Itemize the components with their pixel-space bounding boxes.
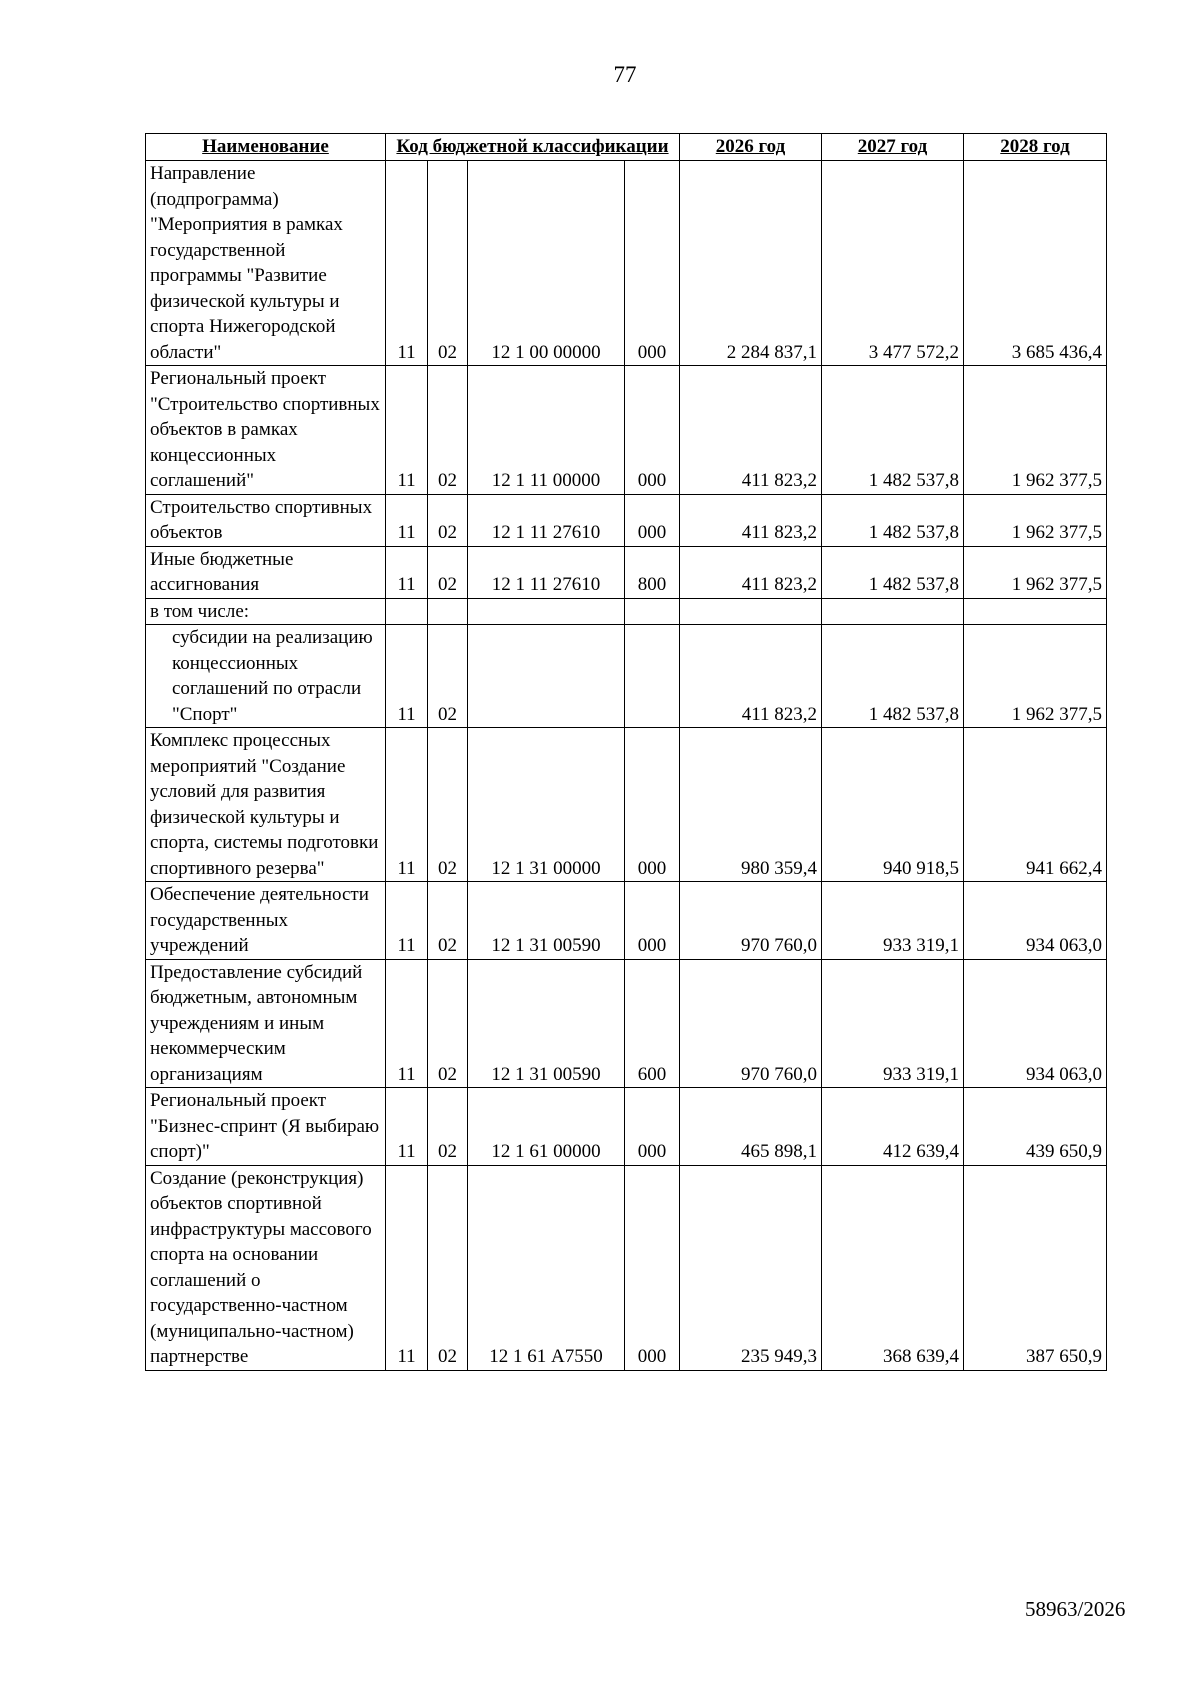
cell-y2028: 941 662,4 — [964, 728, 1107, 882]
cell-y2028: 3 685 436,4 — [964, 161, 1107, 366]
table-row — [146, 959, 1107, 1088]
cell-name: Создание (реконструкция) объектов спортивной инфраструктуры массового спорта на основании соглашений о государственно-частном (муниципально-частном) партнерстве — [146, 1165, 386, 1370]
cell-y2028: 1 962 377,5 — [964, 366, 1107, 495]
cell-subsection: 02 — [428, 625, 468, 728]
cell-subsection: 02 — [428, 1088, 468, 1166]
cell-subsection: 02 — [428, 161, 468, 366]
cell-article: 12 1 31 00590 — [468, 882, 625, 960]
cell-y2028: 387 650,9 — [964, 1165, 1107, 1370]
cell-y2027: 1 482 537,8 — [822, 625, 964, 728]
table-row — [146, 366, 1107, 495]
cell-article: 12 1 61 00000 — [468, 1088, 625, 1166]
cell-y2026: 980 359,4 — [680, 728, 822, 882]
cell-type: 000 — [625, 882, 680, 960]
cell-subsection: 02 — [428, 959, 468, 1088]
table-row — [146, 546, 1107, 598]
cell-y2028: 1 962 377,5 — [964, 625, 1107, 728]
cell-name: в том числе: — [146, 598, 386, 625]
table-row — [146, 494, 1107, 546]
cell-name: Иные бюджетные ассигнования — [146, 546, 386, 598]
cell-type: 600 — [625, 959, 680, 1088]
cell-y2027: 1 482 537,8 — [822, 494, 964, 546]
cell-y2027: 933 319,1 — [822, 959, 964, 1088]
cell-subsection — [428, 598, 468, 625]
cell-subsection: 02 — [428, 728, 468, 882]
cell-article: 12 1 11 27610 — [468, 546, 625, 598]
cell-name: субсидии на реализацию концессионных соглашений по отрасли "Спорт" — [146, 625, 386, 728]
page-number: 77 — [613, 62, 637, 87]
cell-y2028: 934 063,0 — [964, 959, 1107, 1088]
cell-y2027: 940 918,5 — [822, 728, 964, 882]
document-number: 58963/2026 — [1025, 1597, 1126, 1621]
cell-name: Комплекс процессных мероприятий "Создание условий для развития физической культуры и спорта, системы подготовки спортивного резерва" — [146, 728, 386, 882]
cell-section: 11 — [386, 1165, 428, 1370]
cell-y2028: 934 063,0 — [964, 882, 1107, 960]
cell-y2026: 411 823,2 — [680, 494, 822, 546]
cell-y2027 — [822, 598, 964, 625]
cell-type: 800 — [625, 546, 680, 598]
cell-name: Предоставление субсидий бюджетным, автономным учреждениям и иным некоммерческим организациям — [146, 959, 386, 1088]
cell-article: 12 1 31 00000 — [468, 728, 625, 882]
table-row — [146, 882, 1107, 960]
cell-article: 12 1 31 00590 — [468, 959, 625, 1088]
cell-section — [386, 598, 428, 625]
header-name: Наименование — [146, 134, 386, 161]
table-row — [146, 598, 1107, 625]
cell-y2027: 933 319,1 — [822, 882, 964, 960]
cell-type: 000 — [625, 161, 680, 366]
cell-y2028: 439 650,9 — [964, 1088, 1107, 1166]
cell-y2027: 412 639,4 — [822, 1088, 964, 1166]
cell-article: 12 1 00 00000 — [468, 161, 625, 366]
cell-type: 000 — [625, 728, 680, 882]
cell-article — [468, 625, 625, 728]
cell-y2026 — [680, 598, 822, 625]
cell-type: 000 — [625, 366, 680, 495]
cell-y2028: 1 962 377,5 — [964, 546, 1107, 598]
cell-name: Направление (подпрограмма) "Мероприятия в рамках государственной программы "Развитие физической культуры и спорта Нижегородской области" — [146, 161, 386, 366]
cell-type: 000 — [625, 1165, 680, 1370]
table-row — [146, 161, 1107, 366]
table-row — [146, 728, 1107, 882]
cell-section: 11 — [386, 882, 428, 960]
cell-y2026: 970 760,0 — [680, 959, 822, 1088]
cell-y2027: 1 482 537,8 — [822, 546, 964, 598]
cell-type: 000 — [625, 1088, 680, 1166]
cell-section: 11 — [386, 625, 428, 728]
budget-table — [145, 133, 1107, 1371]
cell-y2026: 2 284 837,1 — [680, 161, 822, 366]
cell-section: 11 — [386, 494, 428, 546]
cell-article: 12 1 11 27610 — [468, 494, 625, 546]
cell-section: 11 — [386, 728, 428, 882]
cell-y2026: 970 760,0 — [680, 882, 822, 960]
cell-article — [468, 598, 625, 625]
cell-type — [625, 598, 680, 625]
cell-section: 11 — [386, 1088, 428, 1166]
cell-y2027: 3 477 572,2 — [822, 161, 964, 366]
cell-y2027: 1 482 537,8 — [822, 366, 964, 495]
cell-y2028 — [964, 598, 1107, 625]
table-body — [146, 161, 1107, 1371]
cell-subsection: 02 — [428, 882, 468, 960]
header-2028: 2028 год — [964, 134, 1107, 161]
header-2027: 2027 год — [822, 134, 964, 161]
cell-y2026: 235 949,3 — [680, 1165, 822, 1370]
cell-y2026: 411 823,2 — [680, 546, 822, 598]
cell-type: 000 — [625, 494, 680, 546]
cell-y2027: 368 639,4 — [822, 1165, 964, 1370]
cell-article: 12 1 61 А7550 — [468, 1165, 625, 1370]
cell-y2026: 411 823,2 — [680, 366, 822, 495]
cell-name: Региональный проект "Бизнес-спринт (Я выбираю спорт)" — [146, 1088, 386, 1166]
cell-name: Региональный проект "Строительство спортивных объектов в рамках концессионных соглашений" — [146, 366, 386, 495]
cell-section: 11 — [386, 161, 428, 366]
cell-section: 11 — [386, 366, 428, 495]
cell-subsection: 02 — [428, 546, 468, 598]
header-budget-code: Код бюджетной классификации — [386, 134, 680, 161]
cell-name: Обеспечение деятельности государственных учреждений — [146, 882, 386, 960]
cell-article: 12 1 11 00000 — [468, 366, 625, 495]
table-row — [146, 1088, 1107, 1166]
cell-y2026: 411 823,2 — [680, 625, 822, 728]
cell-y2028: 1 962 377,5 — [964, 494, 1107, 546]
table-row — [146, 1165, 1107, 1370]
cell-y2026: 465 898,1 — [680, 1088, 822, 1166]
cell-subsection: 02 — [428, 366, 468, 495]
cell-type — [625, 625, 680, 728]
cell-subsection: 02 — [428, 1165, 468, 1370]
cell-subsection: 02 — [428, 494, 468, 546]
table-row — [146, 625, 1107, 728]
cell-section: 11 — [386, 546, 428, 598]
cell-section: 11 — [386, 959, 428, 1088]
header-2026: 2026 год — [680, 134, 822, 161]
cell-name: Строительство спортивных объектов — [146, 494, 386, 546]
table-header-row — [146, 134, 1107, 161]
